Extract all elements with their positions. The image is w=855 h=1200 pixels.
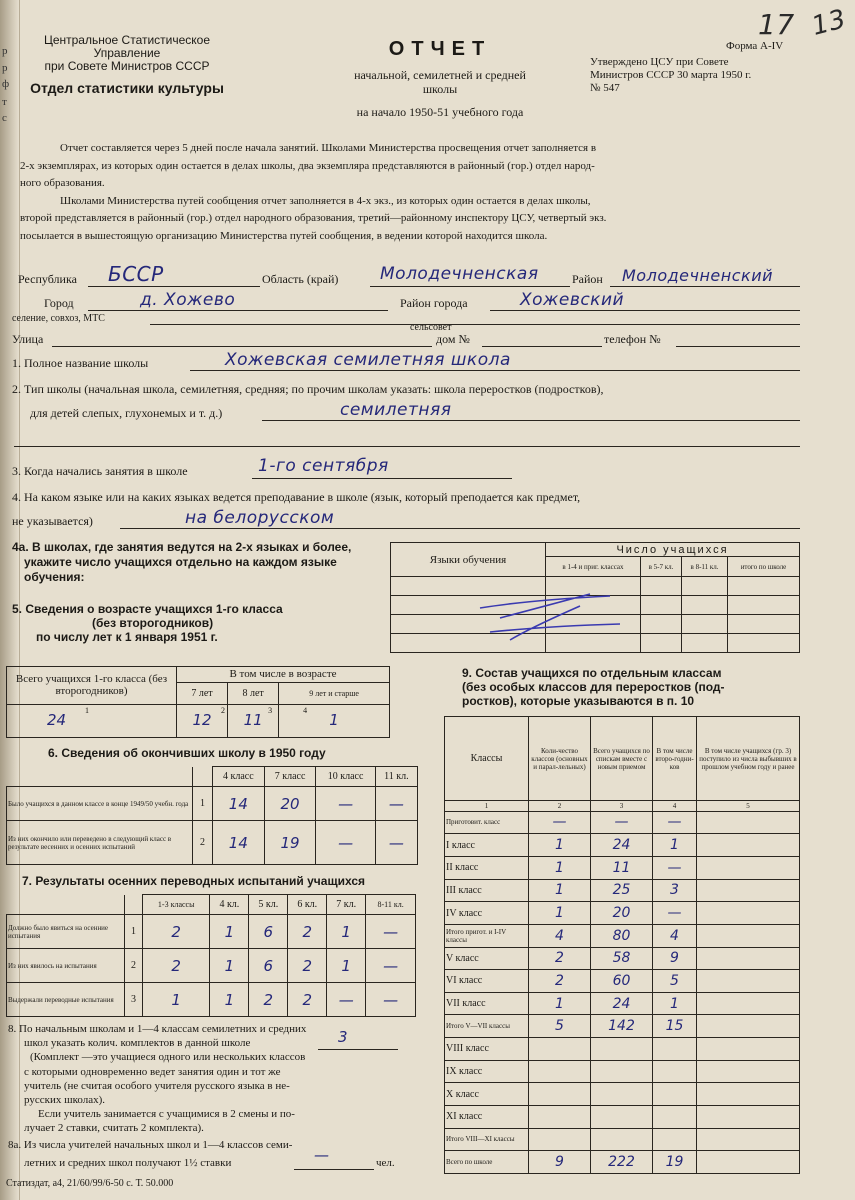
cell-value: 1: [329, 711, 339, 730]
strike-mark: [470, 588, 630, 648]
org-line: Центральное Статистическое: [43, 33, 211, 47]
answer-1: Хожевская семилетняя школа: [225, 350, 511, 370]
header-cell: Число учащихся: [546, 543, 800, 557]
cell-value: 24: [591, 992, 653, 1015]
approval-line: № 547: [590, 82, 620, 94]
org-line: Управление: [93, 46, 161, 60]
edge-letter: р: [2, 45, 8, 57]
value-cell: [7, 704, 177, 737]
header-cell: Всего учащихся 1-го класса (без второгодников): [7, 667, 177, 705]
cell-value: [653, 1060, 697, 1083]
header-cell: В том числе второ-годни-ков: [653, 717, 697, 801]
column-number: 2: [221, 705, 225, 715]
department: Отдел статистики культуры: [30, 80, 224, 96]
row-label: Из них окончило или переведено в следующий класс в результате весенних и осенних испытаний: [7, 821, 193, 865]
header-cell: Классы: [445, 717, 529, 801]
section-8-line: учитель (не считая особого учителя русского языка в не-: [24, 1079, 290, 1092]
printer-footer: Статиздат, а4, 21/60/99/6-50 с. Т. 50.000: [6, 1178, 174, 1189]
row-label: Итого пригот. и I-IV классы: [445, 924, 529, 947]
class-row: [445, 992, 800, 1015]
cell-value: 24: [47, 711, 67, 730]
header-cell: 6 кл.: [288, 895, 327, 915]
class-row: [445, 1151, 800, 1174]
cell-value: —: [529, 811, 591, 834]
city-rayon-value: Хожевский: [520, 290, 625, 310]
header-cell: 7 класс: [264, 767, 316, 787]
column-number: 5: [697, 801, 800, 811]
intro-line: второй представляется в районный (гор.) отдел народного образования, третий—районному инспектору ЦСУ, четвертый экз.: [20, 212, 607, 224]
section-8-line: с которыми одновременно ведет занятия один и тот же: [24, 1065, 281, 1078]
subtitle-line: начальной, семилетней и средней: [354, 68, 526, 82]
cell-value: —: [366, 949, 416, 983]
header-cell: 8-11 кл.: [366, 895, 416, 915]
cell-value: [653, 1106, 697, 1129]
cell-value: —: [375, 787, 417, 821]
cell-value: 6: [249, 949, 288, 983]
graduates-table: [6, 766, 418, 865]
teachers-value: —: [314, 1145, 329, 1164]
section-8: [8, 1022, 408, 1170]
row-label: I класс: [445, 834, 529, 857]
row-label: Итого VIII—XI классы: [445, 1128, 529, 1151]
cell-value: 24: [591, 834, 653, 857]
cell-value: 1: [327, 949, 366, 983]
class-row: [445, 1015, 800, 1038]
cell-value: [697, 1015, 800, 1038]
cell-value: 58: [591, 947, 653, 970]
question-2b: для детей слепых, глухонемых и т. д.): [30, 406, 223, 420]
cell-value: 9: [653, 947, 697, 970]
cell-value: 1: [529, 879, 591, 902]
row-number: 1: [193, 787, 213, 821]
header-cell: в 8-11 кл.: [682, 557, 728, 577]
column-numbers-row: [445, 801, 800, 811]
row-label: Приготовит. класс: [445, 811, 529, 834]
row-number: 3: [125, 983, 143, 1017]
cell-value: 6: [249, 915, 288, 949]
row-label: VIII класс: [445, 1038, 529, 1061]
answer-2: семилетняя: [340, 400, 452, 420]
section-8-line: лучает 2 ставки, считать 2 комплекта).: [24, 1122, 204, 1135]
section-8-line: русских школах).: [24, 1094, 105, 1107]
cell-value: —: [327, 983, 366, 1017]
cell-value: 11: [591, 856, 653, 879]
cell-value: 12: [192, 711, 212, 730]
cell-value: 9: [529, 1151, 591, 1174]
cell-value: —: [375, 821, 417, 865]
section-4a-text: [12, 540, 351, 585]
question-4a: 4. На каком языке или на каких языках ведется преподавание в школе (язык, который преподается как предмет,: [12, 490, 581, 504]
complects-value: 3: [338, 1028, 348, 1047]
phone-label: телефон №: [604, 332, 661, 346]
cell-value: [529, 1060, 591, 1083]
oblast-value: Молодечненская: [380, 264, 539, 284]
edge-letter: т: [2, 96, 7, 108]
cell-value: [697, 811, 800, 834]
section-8-line: летних и средних школ получают 1½ ставки: [24, 1156, 232, 1169]
edge-letter: с: [2, 112, 7, 124]
cell-value: [697, 879, 800, 902]
column-number: 4: [653, 801, 697, 811]
cell-value: [529, 1106, 591, 1129]
cell-value: —: [653, 811, 697, 834]
org-block: [22, 34, 232, 73]
answer-3: 1-го сентября: [258, 456, 389, 476]
cell-value: [591, 1038, 653, 1061]
cell-value: 2: [288, 983, 327, 1017]
section-5-title: [12, 602, 283, 644]
cell-value: [591, 1060, 653, 1083]
intro-line: Школами Министерства путей сообщения отчет заполняется в 4-х экз., из которых один остается в делах школы,: [60, 194, 591, 207]
class-row: [445, 1060, 800, 1083]
cell-value: 1: [529, 834, 591, 857]
cell-value: 2: [249, 983, 288, 1017]
cell-value: 4: [653, 924, 697, 947]
header-cell: Всего учащихся по спискам вместе с новым приемом: [591, 717, 653, 801]
intro-line: ного образования.: [20, 177, 105, 189]
cell-value: 15: [653, 1015, 697, 1038]
house-label: дом №: [436, 332, 470, 346]
cell-value: 20: [591, 902, 653, 925]
section-9-title: [462, 666, 725, 708]
class-row: [445, 947, 800, 970]
section-6-title: 6. Сведения об окончивших школу в 1950 году: [48, 746, 326, 760]
village-label: селение, совхоз, МТС: [12, 313, 105, 324]
class-row: [445, 924, 800, 947]
approval: [590, 56, 751, 95]
column-number: 1: [85, 705, 89, 715]
section-5-line: по числу лет к 1 января 1951 г.: [36, 630, 218, 644]
header-cell: 5 кл.: [249, 895, 288, 915]
age-table: [6, 666, 390, 738]
cell-value: 5: [653, 970, 697, 993]
row-number: 2: [193, 821, 213, 865]
section-8-line: Если учитель занимается с учащимися в 2 смены и по-: [38, 1108, 295, 1121]
cell-value: 80: [591, 924, 653, 947]
row-label: III класс: [445, 879, 529, 902]
rayon-value: Молодечненский: [622, 266, 773, 285]
section-9-line: 9. Состав учащихся по отдельным классам: [462, 666, 722, 680]
header-cell: 4 кл.: [210, 895, 249, 915]
column-number: 3: [591, 801, 653, 811]
cell-value: 4: [529, 924, 591, 947]
section-9-line: (без особых классов для переростков (под-: [462, 680, 725, 694]
header-cell: 10 класс: [316, 767, 375, 787]
cell-value: 1: [529, 992, 591, 1015]
row-label: XI класс: [445, 1106, 529, 1129]
cell-value: 1: [653, 834, 697, 857]
row-number: 2: [125, 949, 143, 983]
cell-value: 1: [210, 983, 249, 1017]
header-cell: 1-3 классы: [143, 895, 210, 915]
value-cell: [228, 704, 279, 737]
header-cell: Коли-чество классов (основных и парал-лельных): [529, 717, 591, 801]
cell-value: [529, 1083, 591, 1106]
cell-value: —: [653, 856, 697, 879]
answer-4: на белорусском: [185, 508, 335, 528]
header-cell: 7 кл.: [327, 895, 366, 915]
section-4a-line: 4а. В школах, где занятия ведутся на 2-х языках и более,: [12, 540, 352, 554]
oblast-label: Область (край): [262, 272, 339, 286]
page-title: ОТЧЕТ: [388, 38, 492, 60]
rayon-label: Район: [572, 272, 603, 286]
cell-value: 222: [591, 1151, 653, 1174]
class-row: [445, 879, 800, 902]
header-cell: в 5-7 кл.: [640, 557, 681, 577]
value-cell: [177, 704, 228, 737]
row-label: II класс: [445, 856, 529, 879]
cell-value: [529, 1038, 591, 1061]
section-8-line: 8а. Из числа учителей начальных школ и 1—4 классов семи-: [8, 1138, 293, 1151]
cell-value: [697, 1128, 800, 1151]
row-label: X класс: [445, 1083, 529, 1106]
intro-text: [20, 140, 800, 245]
city-label: Город: [44, 296, 74, 310]
cell-value: 1: [529, 902, 591, 925]
cell-value: [591, 1128, 653, 1151]
cell-value: [653, 1083, 697, 1106]
row-label: IX класс: [445, 1060, 529, 1083]
cell-value: —: [653, 902, 697, 925]
cell-value: —: [316, 821, 375, 865]
org-line: при Совете Министров СССР: [44, 59, 210, 73]
cell-value: [697, 856, 800, 879]
section-9-line: ростков), которые указываются в п. 10: [462, 694, 695, 708]
question-4b: не указывается): [12, 514, 93, 528]
edge-letter: ф: [2, 78, 10, 90]
header-cell: в 1-4 и приг. классах: [546, 557, 641, 577]
section-4a-line: обучения:: [24, 570, 85, 584]
header-cell: 4 класс: [213, 767, 265, 787]
cell-value: 60: [591, 970, 653, 993]
cell-value: 14: [213, 821, 265, 865]
cell-value: [591, 1106, 653, 1129]
cell-value: 5: [529, 1015, 591, 1038]
row-label: VII класс: [445, 992, 529, 1015]
cell-value: [653, 1128, 697, 1151]
cell-value: [591, 1083, 653, 1106]
cell-value: [653, 1038, 697, 1061]
form-number: Форма А-IV: [726, 40, 784, 52]
class-row: [445, 970, 800, 993]
section-4a-line: укажите число учащихся отдельно на каждом языке: [24, 555, 337, 569]
cell-value: 1: [653, 992, 697, 1015]
cell-value: [529, 1128, 591, 1151]
binding-edge: [0, 0, 20, 1200]
section-8-line: 8. По начальным школам и 1—4 классам семилетних и средних: [8, 1023, 307, 1035]
cell-value: 20: [264, 787, 316, 821]
cell-value: [697, 1151, 800, 1174]
row-label: Должно было явиться на осенние испытания: [7, 915, 125, 949]
cell-value: 1: [529, 856, 591, 879]
row-label: V класс: [445, 947, 529, 970]
cell-value: 11: [243, 711, 263, 730]
cell-value: 3: [653, 879, 697, 902]
cell-value: 2: [529, 947, 591, 970]
classes-table: [444, 716, 800, 1174]
column-number: 1: [445, 801, 529, 811]
cell-value: [697, 1038, 800, 1061]
cell-value: —: [366, 983, 416, 1017]
approval-line: Утверждено ЦСУ при Совете: [590, 56, 729, 68]
row-number: 1: [125, 915, 143, 949]
cell-value: 19: [653, 1151, 697, 1174]
question-2a: 2. Тип школы (начальная школа, семилетняя, средняя; по прочим школам указать: школа переростков (подростков),: [12, 382, 604, 396]
section-7-title: 7. Результаты осенних переводных испытаний учащихся: [22, 874, 365, 888]
cell-value: 1: [210, 949, 249, 983]
section-8-line: школ указать колич. комплектов в данной школе: [24, 1037, 251, 1050]
section-5-line: 5. Сведения о возрасте учащихся 1-го класса: [12, 602, 283, 616]
unit-label: чел.: [376, 1156, 395, 1169]
subtitle-line: на начало 1950-51 учебного года: [356, 105, 524, 119]
street-label: Улица: [12, 332, 44, 346]
row-label: Итого V—VII классы: [445, 1015, 529, 1038]
column-number: 3: [268, 705, 273, 715]
column-number: 2: [529, 801, 591, 811]
edge-letter: р: [2, 62, 8, 74]
header-cell: Языки обучения: [391, 543, 546, 577]
class-row: [445, 856, 800, 879]
intro-line: 2-х экземплярах, из которых один остается в делах школы, два экземпляра представляются в районный (гор.) отдел народ-: [20, 159, 595, 172]
cell-value: [697, 834, 800, 857]
cell-value: 1: [210, 915, 249, 949]
selsovet-label: сельсовет: [410, 322, 452, 333]
cell-value: 1: [327, 915, 366, 949]
page-number-alt: 13: [808, 4, 850, 42]
header-cell: 8 лет: [228, 682, 279, 704]
header-cell: 9 лет и старше: [279, 682, 390, 704]
header-cell: В том числе учащихся (гр. 3) поступило из числа выбывших в прошлом учебном году и ранее: [697, 717, 800, 801]
question-1: 1. Полное название школы: [12, 356, 149, 370]
class-row: [445, 1038, 800, 1061]
cell-value: [697, 924, 800, 947]
cell-value: 2: [143, 949, 210, 983]
class-row: [445, 1128, 800, 1151]
intro-line: посылается в вышестоящую организацию Министерства путей сообщения, в ведении которой находится школа.: [20, 229, 548, 242]
class-row: [445, 811, 800, 834]
cell-value: 25: [591, 879, 653, 902]
cell-value: [697, 947, 800, 970]
cell-value: —: [366, 915, 416, 949]
cell-value: [697, 1060, 800, 1083]
cell-value: 2: [143, 915, 210, 949]
value-cell: [279, 704, 390, 737]
question-3: 3. Когда начались занятия в школе: [12, 464, 188, 478]
cell-value: 142: [591, 1015, 653, 1038]
intro-line: Отчет составляется через 5 дней после начала занятий. Школами Министерства просвещения отчет заполняется в: [60, 142, 597, 154]
class-row: [445, 1083, 800, 1106]
row-label: VI класс: [445, 970, 529, 993]
class-row: [445, 902, 800, 925]
cell-value: 19: [264, 821, 316, 865]
row-label: IV класс: [445, 902, 529, 925]
row-label: Всего по школе: [445, 1151, 529, 1174]
row-label: Было учащихся в данном классе в конце 1949/50 учебн. года: [7, 787, 193, 821]
row-label: Выдержали переводные испытания: [7, 983, 125, 1017]
cell-value: [697, 970, 800, 993]
cell-value: [697, 1083, 800, 1106]
republic-value: БССР: [108, 262, 164, 286]
section-8-line: (Комплект —это учащиеся одного или нескольких классов: [30, 1051, 306, 1064]
cell-value: [697, 992, 800, 1015]
header-cell: итого по школе: [728, 557, 800, 577]
class-row: [445, 1106, 800, 1129]
cell-value: 2: [529, 970, 591, 993]
header-cell: 7 лет: [177, 682, 228, 704]
header-cell: В том числе в возрасте: [177, 667, 390, 683]
cell-value: —: [316, 787, 375, 821]
city-value: д. Хожево: [140, 290, 236, 310]
page-number: 17: [758, 8, 795, 41]
class-row: [445, 834, 800, 857]
cell-value: 14: [213, 787, 265, 821]
row-label: Из них явилось на испытания: [7, 949, 125, 983]
subtitle: [300, 68, 580, 119]
subtitle-line: школы: [422, 82, 458, 96]
city-rayon-label: Район города: [400, 296, 468, 310]
section-5-line: (без второгодников): [92, 616, 214, 630]
approval-line: Министров СССР 30 марта 1950 г.: [590, 69, 752, 81]
cell-value: 2: [288, 949, 327, 983]
cell-value: [697, 902, 800, 925]
cell-value: —: [591, 811, 653, 834]
republic-label: Республика: [18, 272, 77, 286]
column-number: 4: [303, 705, 308, 715]
header-cell: 11 кл.: [375, 767, 417, 787]
cell-value: [697, 1106, 800, 1129]
cell-value: 1: [143, 983, 210, 1017]
exam-table: [6, 894, 416, 1017]
cell-value: 2: [288, 915, 327, 949]
